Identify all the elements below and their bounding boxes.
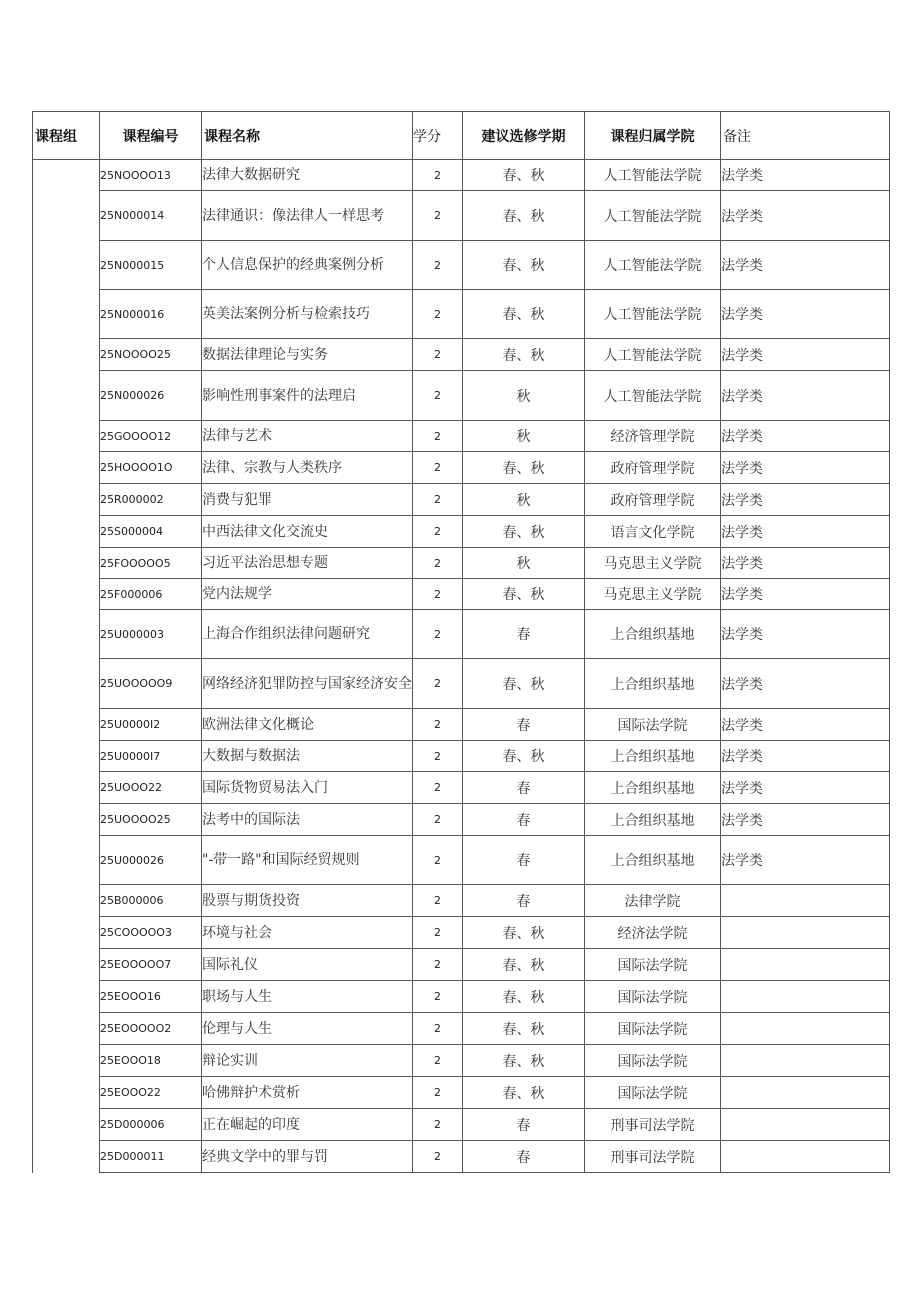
table-row	[33, 741, 890, 772]
term-cell: 春	[463, 772, 585, 804]
table-row	[33, 1077, 890, 1109]
credit-cell: 2	[413, 290, 463, 339]
note-cell: 法学类	[721, 290, 890, 339]
term-cell: 春、秋	[463, 1013, 585, 1045]
course-name-cell: 法律与艺术	[202, 421, 413, 452]
table-row	[33, 484, 890, 516]
credit-cell: 2	[413, 191, 463, 241]
course-code-cell: 25NOOOO25	[100, 339, 202, 371]
table-row	[33, 1141, 890, 1173]
table-row	[33, 1013, 890, 1045]
college-cell: 国际法学院	[585, 1013, 721, 1045]
term-cell: 春、秋	[463, 1045, 585, 1077]
course-code-cell: 25U0000I7	[100, 741, 202, 772]
credit-cell: 2	[413, 1141, 463, 1173]
table-row	[33, 1045, 890, 1077]
course-code-cell: 25S000004	[100, 516, 202, 548]
credit-cell: 2	[413, 421, 463, 452]
table-row	[33, 981, 890, 1013]
college-cell: 人工智能法学院	[585, 290, 721, 339]
course-code-cell: 25F000006	[100, 579, 202, 610]
table-row	[33, 516, 890, 548]
table-row	[33, 1109, 890, 1141]
term-cell: 春、秋	[463, 516, 585, 548]
course-code-cell: 25EOOO22	[100, 1077, 202, 1109]
table-row	[33, 709, 890, 741]
course-code-cell: 25D000006	[100, 1109, 202, 1141]
course-code-cell: 25GOOOO12	[100, 421, 202, 452]
credit-cell: 2	[413, 548, 463, 579]
term-cell: 春、秋	[463, 1077, 585, 1109]
note-cell	[721, 885, 890, 917]
course-code-cell: 25EOOOOO7	[100, 949, 202, 981]
credit-cell: 2	[413, 885, 463, 917]
credit-cell: 2	[413, 1109, 463, 1141]
note-cell	[721, 949, 890, 981]
course-code-cell: 25EOOOOO2	[100, 1013, 202, 1045]
course-name-cell: 经典文学中的罪与罚	[202, 1141, 413, 1173]
table-row	[33, 452, 890, 484]
college-cell: 上合组织基地	[585, 659, 721, 709]
college-cell: 马克思主义学院	[585, 579, 721, 610]
term-cell: 春	[463, 885, 585, 917]
table-row	[33, 885, 890, 917]
college-cell: 国际法学院	[585, 981, 721, 1013]
college-cell: 人工智能法学院	[585, 241, 721, 290]
course-code-cell: 25NOOOO13	[100, 160, 202, 191]
college-cell: 经济管理学院	[585, 421, 721, 452]
college-cell: 上合组织基地	[585, 741, 721, 772]
college-cell: 政府管理学院	[585, 452, 721, 484]
college-cell: 上合组织基地	[585, 610, 721, 659]
course-code-cell: 25COOOOO3	[100, 917, 202, 949]
course-name-cell: 股票与期货投资	[202, 885, 413, 917]
college-cell: 人工智能法学院	[585, 160, 721, 191]
credit-cell: 2	[413, 371, 463, 421]
credit-cell: 2	[413, 659, 463, 709]
table-header-row	[33, 112, 890, 160]
term-cell: 春、秋	[463, 579, 585, 610]
course-name-cell: 法律大数据研究	[202, 160, 413, 191]
college-cell: 国际法学院	[585, 949, 721, 981]
term-cell: 春	[463, 610, 585, 659]
note-cell	[721, 1045, 890, 1077]
term-cell: 春	[463, 804, 585, 836]
course-name-cell: 国际礼仪	[202, 949, 413, 981]
header-course-group: 课程组	[33, 112, 100, 160]
term-cell: 春	[463, 836, 585, 885]
course-code-cell: 25EOOO18	[100, 1045, 202, 1077]
college-cell: 人工智能法学院	[585, 339, 721, 371]
note-cell: 法学类	[721, 709, 890, 741]
term-cell: 春、秋	[463, 241, 585, 290]
table-row	[33, 548, 890, 579]
term-cell: 春、秋	[463, 949, 585, 981]
term-cell: 春、秋	[463, 191, 585, 241]
course-code-cell: 25UOOOOO9	[100, 659, 202, 709]
term-cell: 春	[463, 1141, 585, 1173]
table-row	[33, 191, 890, 241]
header-credit: 学分	[413, 112, 463, 160]
college-cell: 经济法学院	[585, 917, 721, 949]
college-cell: 国际法学院	[585, 709, 721, 741]
term-cell: 春	[463, 709, 585, 741]
course-code-cell: 25FOOOOO5	[100, 548, 202, 579]
note-cell: 法学类	[721, 484, 890, 516]
term-cell: 秋	[463, 371, 585, 421]
credit-cell: 2	[413, 741, 463, 772]
course-code-cell: 25D000011	[100, 1141, 202, 1173]
term-cell: 秋	[463, 548, 585, 579]
credit-cell: 2	[413, 160, 463, 191]
course-name-cell: 欧洲法律文化概论	[202, 709, 413, 741]
table-body	[33, 160, 890, 1173]
credit-cell: 2	[413, 579, 463, 610]
note-cell: 法学类	[721, 548, 890, 579]
note-cell: 法学类	[721, 772, 890, 804]
table-row	[33, 371, 890, 421]
course-name-cell: 环境与社会	[202, 917, 413, 949]
term-cell: 春	[463, 1109, 585, 1141]
table-row	[33, 804, 890, 836]
course-name-cell: 正在崛起的印度	[202, 1109, 413, 1141]
credit-cell: 2	[413, 1045, 463, 1077]
note-cell	[721, 1109, 890, 1141]
note-cell: 法学类	[721, 516, 890, 548]
table-row	[33, 610, 890, 659]
term-cell: 春、秋	[463, 917, 585, 949]
note-cell: 法学类	[721, 579, 890, 610]
course-code-cell: 25U000026	[100, 836, 202, 885]
header-course-name: 课程名称	[202, 112, 413, 160]
course-code-cell: 25N000026	[100, 371, 202, 421]
header-college: 课程归属学院	[585, 112, 721, 160]
header-term: 建议选修学期	[463, 112, 585, 160]
course-name-cell: 党内法规学	[202, 579, 413, 610]
term-cell: 春、秋	[463, 659, 585, 709]
credit-cell: 2	[413, 610, 463, 659]
course-name-cell: 哈佛辩护术赏析	[202, 1077, 413, 1109]
term-cell: 秋	[463, 421, 585, 452]
header-note: 备注	[721, 112, 890, 160]
college-cell: 上合组织基地	[585, 772, 721, 804]
course-name-cell: 大数据与数据法	[202, 741, 413, 772]
course-name-cell: 消费与犯罪	[202, 484, 413, 516]
credit-cell: 2	[413, 709, 463, 741]
credit-cell: 2	[413, 1013, 463, 1045]
credit-cell: 2	[413, 452, 463, 484]
course-table	[32, 111, 890, 1173]
term-cell: 春、秋	[463, 290, 585, 339]
term-cell: 春、秋	[463, 981, 585, 1013]
course-name-cell: 习近平法治思想专题	[202, 548, 413, 579]
note-cell: 法学类	[721, 191, 890, 241]
college-cell: 上合组织基地	[585, 804, 721, 836]
course-code-cell: 25U0000I2	[100, 709, 202, 741]
credit-cell: 2	[413, 339, 463, 371]
note-cell: 法学类	[721, 371, 890, 421]
course-name-cell: 辩论实训	[202, 1045, 413, 1077]
credit-cell: 2	[413, 516, 463, 548]
term-cell: 春、秋	[463, 741, 585, 772]
note-cell: 法学类	[721, 659, 890, 709]
course-name-cell: 法律通识：像法律人一样思考	[202, 191, 413, 241]
note-cell	[721, 917, 890, 949]
table-row	[33, 241, 890, 290]
note-cell: 法学类	[721, 339, 890, 371]
note-cell	[721, 1013, 890, 1045]
course-name-cell: "-带一路"和国际经贸规则	[202, 836, 413, 885]
note-cell: 法学类	[721, 160, 890, 191]
course-name-cell: 职场与人生	[202, 981, 413, 1013]
course-name-cell: 影响性刑事案件的法理启	[202, 371, 413, 421]
course-code-cell: 25UOOO22	[100, 772, 202, 804]
note-cell	[721, 1077, 890, 1109]
table-row	[33, 836, 890, 885]
college-cell: 刑事司法学院	[585, 1141, 721, 1173]
course-name-cell: 上海合作组织法律问题研究	[202, 610, 413, 659]
credit-cell: 2	[413, 804, 463, 836]
table-row	[33, 949, 890, 981]
note-cell: 法学类	[721, 241, 890, 290]
course-code-cell: 25UOOOO25	[100, 804, 202, 836]
note-cell: 法学类	[721, 421, 890, 452]
college-cell: 政府管理学院	[585, 484, 721, 516]
table-row	[33, 339, 890, 371]
course-name-cell: 网络经济犯罪防控与国家经济安全	[202, 659, 413, 709]
course-name-cell: 伦理与人生	[202, 1013, 413, 1045]
college-cell: 人工智能法学院	[585, 371, 721, 421]
note-cell	[721, 1141, 890, 1173]
note-cell: 法学类	[721, 741, 890, 772]
college-cell: 人工智能法学院	[585, 191, 721, 241]
college-cell: 国际法学院	[585, 1077, 721, 1109]
credit-cell: 2	[413, 981, 463, 1013]
table-row	[33, 917, 890, 949]
table-row	[33, 421, 890, 452]
course-code-cell: 25HOOOO1O	[100, 452, 202, 484]
course-name-cell: 国际货物贸易法入门	[202, 772, 413, 804]
college-cell: 语言文化学院	[585, 516, 721, 548]
course-name-cell: 数据法律理论与实务	[202, 339, 413, 371]
course-code-cell: 25U000003	[100, 610, 202, 659]
term-cell: 秋	[463, 484, 585, 516]
note-cell: 法学类	[721, 452, 890, 484]
course-name-cell: 中西法律文化交流史	[202, 516, 413, 548]
note-cell: 法学类	[721, 804, 890, 836]
course-code-cell: 25EOOO16	[100, 981, 202, 1013]
course-name-cell: 法律、宗教与人类秩序	[202, 452, 413, 484]
term-cell: 春、秋	[463, 452, 585, 484]
credit-cell: 2	[413, 484, 463, 516]
course-name-cell: 个人信息保护的经典案例分析	[202, 241, 413, 290]
note-cell: 法学类	[721, 836, 890, 885]
college-cell: 国际法学院	[585, 1045, 721, 1077]
college-cell: 马克思主义学院	[585, 548, 721, 579]
credit-cell: 2	[413, 917, 463, 949]
course-group-cell	[33, 160, 100, 1173]
course-code-cell: 25N000014	[100, 191, 202, 241]
note-cell	[721, 981, 890, 1013]
term-cell: 春、秋	[463, 339, 585, 371]
credit-cell: 2	[413, 1077, 463, 1109]
course-code-cell: 25N000016	[100, 290, 202, 339]
credit-cell: 2	[413, 836, 463, 885]
course-code-cell: 25B000006	[100, 885, 202, 917]
credit-cell: 2	[413, 949, 463, 981]
table-row	[33, 290, 890, 339]
course-name-cell: 英美法案例分析与检索技巧	[202, 290, 413, 339]
table-row	[33, 659, 890, 709]
header-course-code: 课程编号	[100, 112, 202, 160]
course-name-cell: 法考中的国际法	[202, 804, 413, 836]
table-row	[33, 579, 890, 610]
college-cell: 上合组织基地	[585, 836, 721, 885]
term-cell: 春、秋	[463, 160, 585, 191]
credit-cell: 2	[413, 241, 463, 290]
credit-cell: 2	[413, 772, 463, 804]
course-code-cell: 25R000002	[100, 484, 202, 516]
table-row	[33, 772, 890, 804]
college-cell: 法律学院	[585, 885, 721, 917]
table-row	[33, 160, 890, 191]
course-code-cell: 25N000015	[100, 241, 202, 290]
college-cell: 刑事司法学院	[585, 1109, 721, 1141]
note-cell: 法学类	[721, 610, 890, 659]
